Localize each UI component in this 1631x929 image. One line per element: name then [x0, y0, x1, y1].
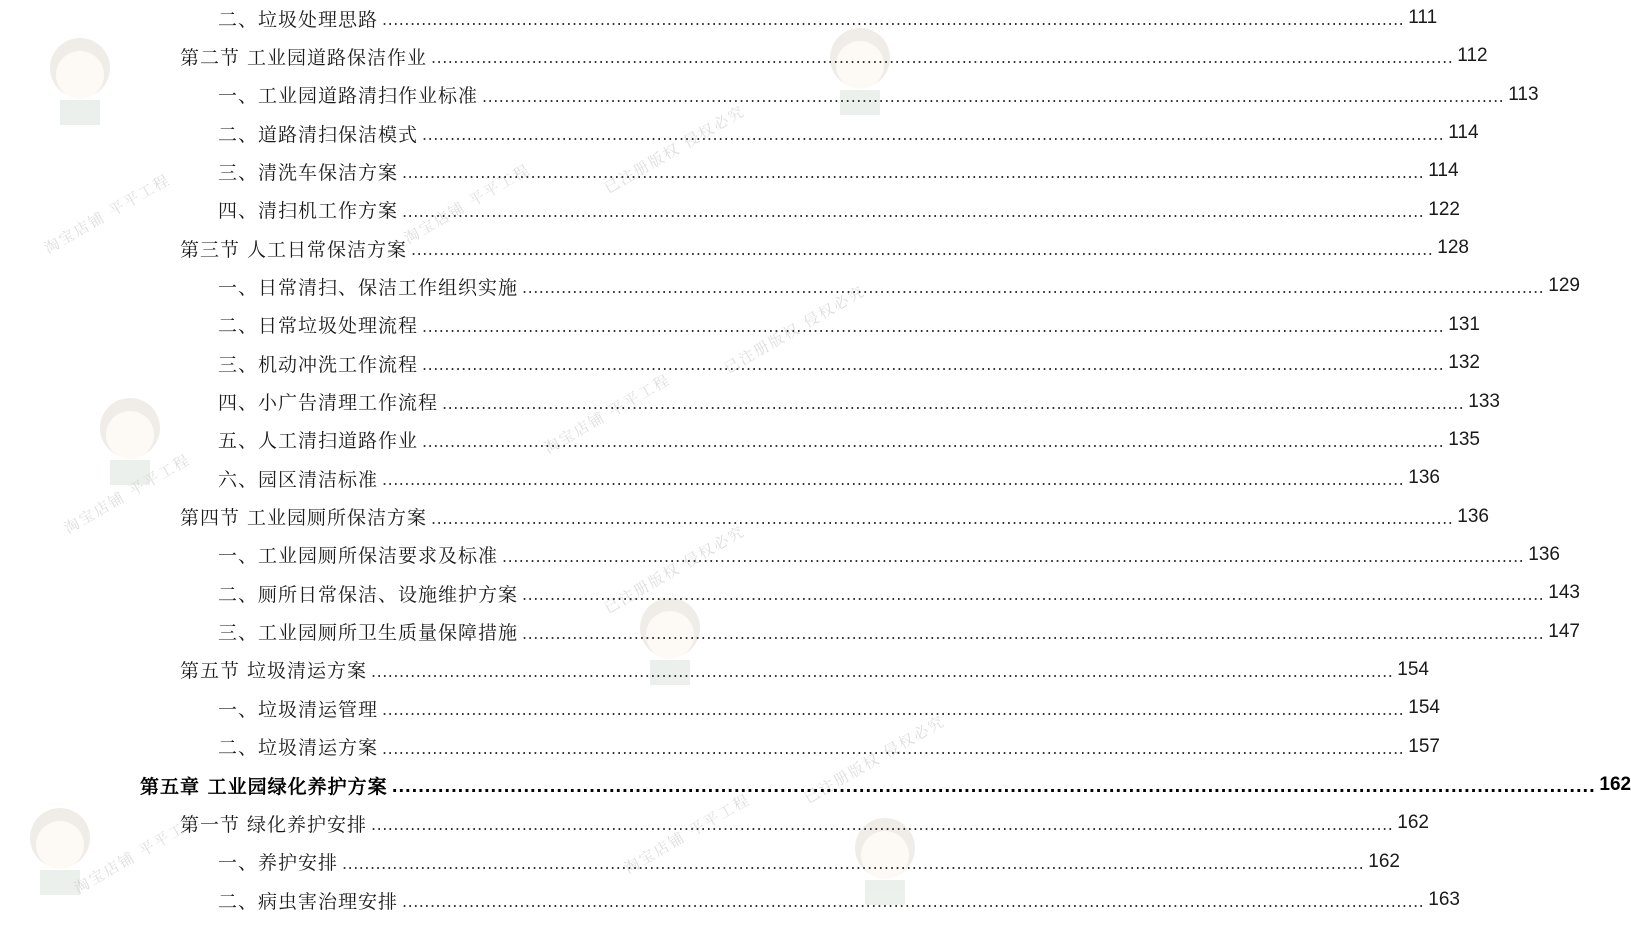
toc-entry-page-number: 147 [1548, 620, 1580, 642]
toc-entry-title: 六、园区清洁标准 [218, 468, 379, 491]
toc-entry[interactable] [218, 117, 1479, 149]
toc-leader-dots [411, 234, 1433, 264]
toc-leader-dots [371, 656, 1393, 686]
toc-entry-title: 二、厕所日常保洁、设施维护方案 [218, 583, 519, 606]
watermark-text: 已注册版权 侵权必究 [601, 101, 749, 198]
watermark-text: 淘宝店铺 平平工程 [541, 370, 674, 458]
toc-entry[interactable] [218, 2, 1438, 34]
toc-leader-dots [382, 4, 1404, 34]
watermark-text: 淘宝店铺 平平工程 [41, 170, 174, 258]
toc-entry[interactable] [218, 731, 1440, 763]
toc-entry[interactable] [180, 501, 1489, 533]
toc-leader-dots [342, 848, 1364, 878]
toc-entry-page-number: 132 [1448, 352, 1480, 374]
toc-entry-title: 一、工业园厕所保洁要求及标准 [218, 545, 499, 568]
toc-entry[interactable] [218, 884, 1460, 916]
toc-entry-page-number: 129 [1548, 275, 1580, 297]
toc-leader-dots [422, 119, 1444, 149]
toc-entry-page-number: 112 [1457, 45, 1488, 67]
watermark-text: 已注册版权 侵权必究 [801, 711, 949, 808]
toc-leader-dots [422, 426, 1444, 456]
toc-entry-title: 三、工业园厕所卫生质量保障措施 [218, 622, 519, 645]
toc-entry-page-number: 131 [1448, 313, 1480, 335]
toc-entry-title: 四、小广告清理工作流程 [218, 392, 439, 414]
toc-entry-page-number: 122 [1428, 198, 1460, 220]
toc-entry-page-number: 136 [1457, 505, 1489, 527]
toc-leader-dots [522, 579, 1544, 609]
toc-entry-page-number: 135 [1448, 428, 1480, 450]
toc-entry[interactable] [180, 232, 1469, 264]
toc-entry[interactable] [218, 424, 1480, 456]
toc-entry-title: 一、日常清扫、保洁工作组织实施 [218, 276, 519, 299]
watermark-text: 淘宝店铺 平平工程 [401, 160, 534, 248]
toc-entry-title: 一、垃圾清运管理 [218, 698, 379, 721]
toc-entry[interactable] [218, 270, 1580, 302]
toc-entry-title: 四、清扫机工作方案 [218, 200, 399, 223]
toc-entry-page-number: 154 [1408, 697, 1440, 719]
toc-leader-dots [382, 733, 1404, 763]
toc-entry-page-number: 114 [1448, 122, 1479, 144]
toc-entry[interactable] [218, 309, 1480, 341]
toc-entry-page-number: 133 [1468, 390, 1500, 412]
toc-entry[interactable] [218, 616, 1580, 648]
watermark-text: 已注册版权 侵权必究 [601, 521, 749, 618]
toc-entry-page-number: 163 [1428, 889, 1460, 911]
toc-leader-dots [442, 388, 1464, 418]
toc-leader-dots [402, 157, 1424, 187]
toc-entry-title: 二、垃圾清运方案 [218, 737, 379, 760]
toc-leader-dots [422, 311, 1444, 341]
toc-leader-dots [431, 503, 1453, 533]
toc-entry-page-number: 143 [1548, 582, 1580, 604]
toc-entry-title: 二、病虫害治理安排 [218, 890, 399, 913]
toc-entry-page-number: 114 [1428, 160, 1459, 182]
toc-entry-title: 五、人工清扫道路作业 [218, 430, 419, 453]
toc-leader-dots [422, 349, 1444, 379]
toc-entry-title: 第四节 工业园厕所保洁方案 [180, 507, 428, 530]
toc-leader-dots [502, 541, 1524, 571]
toc-leader-dots [371, 809, 1393, 839]
watermark-text: 淘宝店铺 平平工程 [61, 450, 194, 538]
toc-entry[interactable] [218, 386, 1500, 418]
toc-entry[interactable] [218, 347, 1480, 379]
toc-entry[interactable] [140, 769, 1631, 801]
toc-entry-page-number: 136 [1408, 467, 1440, 489]
toc-entry-title: 二、日常垃圾处理流程 [218, 315, 419, 338]
toc-entry-page-number: 111 [1408, 7, 1438, 28]
toc-entry[interactable] [218, 539, 1560, 571]
toc-entry[interactable] [180, 807, 1429, 839]
toc-entry-page-number: 154 [1397, 658, 1429, 680]
toc-entry[interactable] [218, 577, 1580, 609]
watermark-text: 淘宝店铺 平平工程 [621, 790, 754, 878]
toc-entry[interactable] [218, 846, 1400, 878]
toc-leader-dots [482, 81, 1504, 111]
toc-entry-title: 第五章 工业园绿化养护方案 [140, 775, 388, 798]
toc-entry-page-number: 128 [1437, 237, 1469, 259]
toc-leader-dots [382, 694, 1404, 724]
toc-leader-dots [382, 464, 1404, 494]
toc-entry[interactable] [218, 155, 1459, 187]
toc-leader-dots [402, 886, 1424, 916]
toc-entry[interactable] [180, 40, 1488, 72]
toc-entry-title: 一、工业园道路清扫作业标准 [218, 85, 479, 108]
toc-entry-page-number: 113 [1508, 83, 1539, 105]
toc-entry-title: 三、清洗车保洁方案 [218, 161, 399, 184]
toc-leader-dots [392, 771, 1596, 801]
toc-entry[interactable] [218, 79, 1539, 111]
watermark-text: 已注册版权 侵权必究 [721, 281, 869, 378]
toc-entry[interactable] [218, 692, 1440, 724]
toc-leader-dots [431, 42, 1453, 72]
toc-leader-dots [522, 272, 1544, 302]
toc-entry-title: 第一节 绿化养护安排 [180, 813, 368, 836]
toc-entry-page-number: 162 [1599, 774, 1631, 795]
toc-entry[interactable] [218, 462, 1440, 494]
toc-entry-title: 二、道路清扫保洁模式 [218, 123, 419, 146]
watermark-text: 淘宝店铺 平平工程 [71, 810, 204, 898]
toc-entry-title: 三、机动冲洗工作流程 [218, 353, 419, 376]
toc-entry[interactable] [180, 654, 1429, 686]
toc-leader-dots [402, 196, 1424, 226]
toc-entry-title: 二、垃圾处理思路 [218, 8, 379, 31]
toc-entry-page-number: 136 [1528, 543, 1560, 565]
toc-entry-page-number: 162 [1397, 812, 1429, 834]
toc-leader-dots [522, 618, 1544, 648]
toc-entry-title: 一、养护安排 [218, 852, 339, 875]
toc-entry-title: 第三节 人工日常保洁方案 [180, 238, 408, 261]
toc-entry-title: 第二节 工业园道路保洁作业 [180, 46, 428, 69]
toc-entry-title: 第五节 垃圾清运方案 [180, 660, 368, 683]
toc-entry[interactable] [218, 194, 1460, 226]
toc-entry-page-number: 162 [1368, 850, 1400, 872]
toc-entry-page-number: 157 [1408, 735, 1440, 757]
